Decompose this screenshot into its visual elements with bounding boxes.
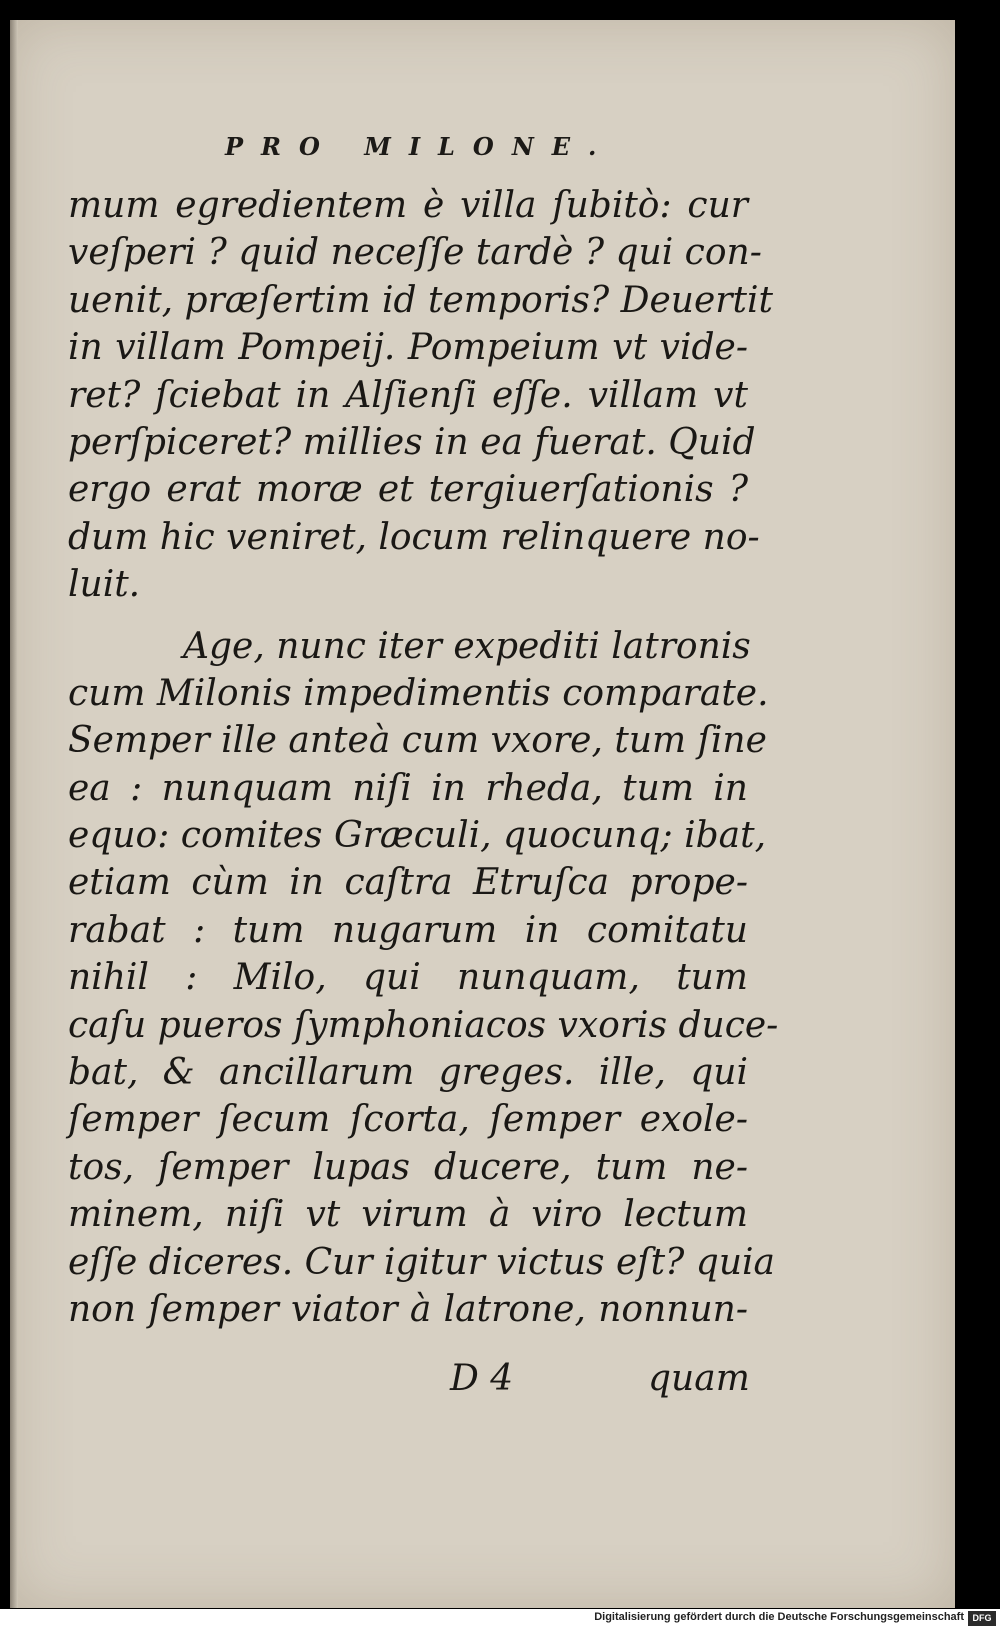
- dfg-logo-icon: DFG: [968, 1611, 996, 1626]
- text-line: non ſemper viator à latrone, nonnun-: [68, 1288, 748, 1330]
- book-page: [10, 20, 955, 1608]
- text-line: in villam Pompeij. Pompeium vt vide-: [68, 327, 748, 369]
- text-line: ea : nunquam niſi in rheda, tum in: [68, 767, 748, 809]
- text-line: rabat : tum nugarum in comitatu: [68, 909, 748, 951]
- text-line: bat, & ancillarum greges. ille, qui: [68, 1052, 748, 1094]
- text-line: minem, niſi vt virum à viro lectum: [68, 1194, 748, 1236]
- text-line: ergo erat moræ et tergiuerſationis ?: [68, 469, 748, 511]
- text-line: eſſe diceres. Cur igitur victus eſt? quia: [68, 1241, 775, 1283]
- catchword: quam: [648, 1358, 750, 1399]
- text-line: luit.: [68, 564, 141, 606]
- running-head: PRO MILONE.: [225, 132, 615, 161]
- text-line: Age, nunc iter expediti latronis: [183, 625, 751, 667]
- text-line: dum hic veniret, locum relinquere no-: [68, 516, 760, 558]
- text-line: tos, ſemper lupas ducere, tum ne-: [68, 1146, 748, 1188]
- paragraph-gap: [68, 609, 748, 623]
- footer-bar: [0, 1609, 1000, 1629]
- text-line: etiam cùm in caſtra Etruſca prope-: [68, 862, 748, 904]
- text-line: uenit, præſertim id temporis? Deuertit: [68, 279, 773, 321]
- text-line: ſemper ſecum ſcorta, ſemper exole-: [68, 1099, 748, 1141]
- text-line: equo: comites Græculi, quocunq; ibat,: [68, 815, 767, 857]
- text-line: perſpiceret? millies in ea fuerat. Quid: [68, 421, 756, 463]
- text-line: cum Milonis impedimentis comparate.: [68, 672, 769, 714]
- text-line: Semper ille anteà cum vxore, tum ſine: [68, 720, 767, 762]
- text-line: veſperi ? quid neceſſe tardè ? qui con-: [68, 232, 762, 274]
- signature-mark: D 4: [450, 1358, 514, 1399]
- text-line: nihil : Milo, qui nunquam, tum: [68, 957, 748, 999]
- page-edge-shadow: [10, 20, 18, 1608]
- body-text: [68, 182, 779, 1333]
- text-line: caſu pueros ſymphoniacos vxoris duce-: [68, 1004, 779, 1046]
- text-line: mum egredientem è villa ſubitò: cur: [68, 185, 748, 226]
- text-line: ret? ſciebat in Alſienſi eſſe. villam vt: [68, 374, 748, 416]
- funding-credit: Digitalisierung gefördert durch die Deutsche Forschungsgemeinschaft: [594, 1611, 964, 1623]
